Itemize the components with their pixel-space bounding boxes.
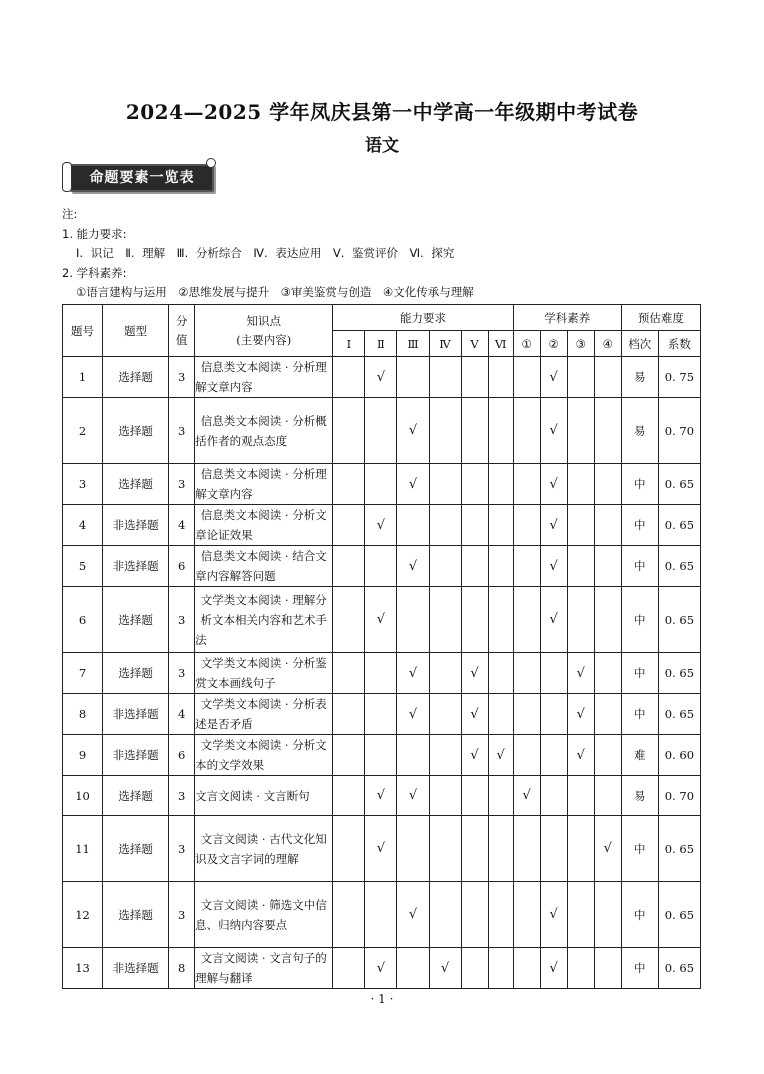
cell-ability-6 — [488, 816, 513, 882]
cell-ability-5: √ — [461, 694, 488, 735]
cell-literacy-1 — [513, 694, 540, 735]
cell-ability-6 — [488, 546, 513, 587]
cell-coef: 0. 75 — [658, 357, 700, 398]
cell-literacy-3 — [567, 776, 594, 816]
cell-ability-4 — [429, 882, 461, 948]
cell-ability-4 — [429, 505, 461, 546]
page-number: · 1 · — [370, 992, 394, 1006]
cell-literacy-4 — [594, 882, 621, 948]
cell-ability-3: √ — [397, 694, 429, 735]
cell-ability-4 — [429, 464, 461, 505]
section-banner — [60, 162, 215, 192]
cell-type: 选择题 — [103, 587, 169, 653]
cell-ability-3 — [397, 735, 429, 776]
cell-literacy-1 — [513, 653, 540, 694]
cell-literacy-3 — [567, 505, 594, 546]
cell-literacy-3 — [567, 464, 594, 505]
cell-level: 中 — [621, 505, 658, 546]
cell-ability-4: √ — [429, 948, 461, 989]
header-score-text: 分值 — [175, 313, 188, 347]
cell-ability-6 — [488, 694, 513, 735]
cell-ability-4 — [429, 735, 461, 776]
table-row — [63, 948, 701, 989]
cell-type: 非选择题 — [103, 505, 169, 546]
cell-type: 非选择题 — [103, 735, 169, 776]
cell-literacy-2 — [540, 816, 567, 882]
cell-ability-2 — [365, 694, 397, 735]
notes-block — [62, 205, 474, 303]
header-num: 题号 — [63, 305, 103, 357]
cell-literacy-1: √ — [513, 776, 540, 816]
table-row — [63, 464, 701, 505]
header-literacy-4: ④ — [594, 331, 621, 357]
cell-literacy-4 — [594, 357, 621, 398]
cell-literacy-2 — [540, 694, 567, 735]
cell-score: 3 — [169, 464, 195, 505]
header-coef: 系数 — [658, 331, 700, 357]
header-knowledge — [195, 305, 333, 357]
header-level: 档次 — [621, 331, 658, 357]
cell-literacy-4 — [594, 948, 621, 989]
cell-literacy-4 — [594, 398, 621, 464]
cell-coef: 0. 65 — [658, 882, 700, 948]
cell-literacy-1 — [513, 587, 540, 653]
cell-score: 4 — [169, 505, 195, 546]
cell-literacy-4 — [594, 505, 621, 546]
cell-ability-5 — [461, 587, 488, 653]
cell-literacy-3 — [567, 357, 594, 398]
cell-literacy-3: √ — [567, 653, 594, 694]
cell-literacy-4 — [594, 546, 621, 587]
cell-ability-6 — [488, 398, 513, 464]
cell-num: 12 — [63, 882, 103, 948]
cell-ability-5: √ — [461, 653, 488, 694]
cell-level: 中 — [621, 653, 658, 694]
cell-type: 选择题 — [103, 816, 169, 882]
cell-literacy-3 — [567, 882, 594, 948]
scroll-curl-icon — [206, 158, 216, 168]
cell-ability-3 — [397, 948, 429, 989]
cell-ability-6 — [488, 357, 513, 398]
cell-type: 选择题 — [103, 776, 169, 816]
cell-ability-4 — [429, 816, 461, 882]
cell-score: 3 — [169, 816, 195, 882]
cell-type: 选择题 — [103, 653, 169, 694]
cell-literacy-1 — [513, 816, 540, 882]
cell-literacy-3: √ — [567, 694, 594, 735]
cell-knowledge: 文言文阅读 · 文言断句 — [195, 776, 333, 816]
notes-ability-heading: 1. 能力要求: — [62, 226, 127, 241]
cell-ability-2: √ — [365, 357, 397, 398]
cell-coef: 0. 65 — [658, 816, 700, 882]
cell-ability-2: √ — [365, 587, 397, 653]
scroll-roll-icon — [62, 162, 72, 192]
cell-score: 3 — [169, 653, 195, 694]
cell-ability-5 — [461, 546, 488, 587]
cell-num: 6 — [63, 587, 103, 653]
header-ability-1: Ⅰ — [333, 331, 365, 357]
table-row — [63, 398, 701, 464]
cell-ability-5: √ — [461, 735, 488, 776]
cell-ability-2 — [365, 398, 397, 464]
cell-type: 选择题 — [103, 398, 169, 464]
cell-num: 2 — [63, 398, 103, 464]
cell-knowledge: 信息类文本阅读 · 分析理解文章内容 — [195, 464, 333, 505]
cell-coef: 0. 65 — [658, 505, 700, 546]
notes-literacy-list: ①语言建构与运用 ②思维发展与提升 ③审美鉴赏与创造 ④文化传承与理解 — [76, 285, 474, 299]
table-row — [63, 776, 701, 816]
cell-literacy-4 — [594, 464, 621, 505]
cell-literacy-2: √ — [540, 398, 567, 464]
cell-ability-2: √ — [365, 816, 397, 882]
cell-level: 中 — [621, 546, 658, 587]
banner-label: 命题要素一览表 — [70, 164, 214, 192]
cell-literacy-2: √ — [540, 882, 567, 948]
cell-ability-3: √ — [397, 776, 429, 816]
cell-knowledge: 文言文阅读 · 古代文化知识及文言字词的理解 — [195, 816, 333, 882]
header-ability-4: Ⅳ — [429, 331, 461, 357]
cell-ability-4 — [429, 776, 461, 816]
cell-literacy-2: √ — [540, 357, 567, 398]
notes-literacy-heading: 2. 学科素养: — [62, 265, 127, 280]
cell-literacy-2: √ — [540, 546, 567, 587]
table-row — [63, 653, 701, 694]
cell-ability-2: √ — [365, 948, 397, 989]
cell-ability-2: √ — [365, 776, 397, 816]
cell-ability-6 — [488, 948, 513, 989]
document-title: 2024—2025 学年凤庆县第一中学高一年级期中考试卷 — [125, 100, 639, 124]
cell-level: 易 — [621, 398, 658, 464]
cell-ability-5 — [461, 948, 488, 989]
cell-type: 选择题 — [103, 882, 169, 948]
table-row — [63, 694, 701, 735]
cell-ability-6: √ — [488, 735, 513, 776]
cell-ability-4 — [429, 398, 461, 464]
cell-level: 中 — [621, 882, 658, 948]
cell-knowledge: 信息类文本阅读 · 分析概括作者的观点态度 — [195, 398, 333, 464]
cell-type: 选择题 — [103, 357, 169, 398]
cell-ability-5 — [461, 464, 488, 505]
cell-literacy-3 — [567, 398, 594, 464]
cell-score: 3 — [169, 776, 195, 816]
header-ability-2: Ⅱ — [365, 331, 397, 357]
cell-knowledge: 信息类文本阅读 · 结合文章内容解答问题 — [195, 546, 333, 587]
cell-ability-6 — [488, 653, 513, 694]
cell-knowledge: 信息类文本阅读 · 分析理解文章内容 — [195, 357, 333, 398]
cell-level: 难 — [621, 735, 658, 776]
cell-coef: 0. 65 — [658, 694, 700, 735]
cell-literacy-4 — [594, 694, 621, 735]
cell-ability-6 — [488, 776, 513, 816]
cell-level: 中 — [621, 948, 658, 989]
cell-ability-2 — [365, 735, 397, 776]
cell-ability-1 — [333, 587, 365, 653]
cell-literacy-2: √ — [540, 464, 567, 505]
cell-ability-1 — [333, 694, 365, 735]
cell-coef: 0. 65 — [658, 546, 700, 587]
cell-literacy-1 — [513, 882, 540, 948]
cell-ability-1 — [333, 653, 365, 694]
cell-ability-5 — [461, 357, 488, 398]
cell-ability-3 — [397, 357, 429, 398]
cell-ability-4 — [429, 587, 461, 653]
cell-ability-5 — [461, 505, 488, 546]
cell-level: 易 — [621, 357, 658, 398]
cell-type: 非选择题 — [103, 546, 169, 587]
cell-ability-1 — [333, 948, 365, 989]
cell-num: 10 — [63, 776, 103, 816]
header-ability-3: Ⅲ — [397, 331, 429, 357]
cell-literacy-4: √ — [594, 816, 621, 882]
cell-knowledge: 文学类文本阅读 · 理解分析文本相关内容和艺术手法 — [195, 587, 333, 653]
header-knowledge-sub: (主要内容) — [236, 332, 292, 347]
cell-ability-3 — [397, 505, 429, 546]
table-row — [63, 357, 701, 398]
cell-ability-3 — [397, 587, 429, 653]
cell-ability-5 — [461, 882, 488, 948]
cell-literacy-1 — [513, 398, 540, 464]
table-row — [63, 735, 701, 776]
cell-ability-2 — [365, 546, 397, 587]
table-row — [63, 546, 701, 587]
cell-ability-5 — [461, 776, 488, 816]
cell-score: 8 — [169, 948, 195, 989]
cell-type: 选择题 — [103, 464, 169, 505]
header-ability-5: Ⅴ — [461, 331, 488, 357]
table-row — [63, 505, 701, 546]
cell-knowledge: 文学类文本阅读 · 分析鉴赏文本画线句子 — [195, 653, 333, 694]
cell-ability-1 — [333, 735, 365, 776]
cell-coef: 0. 60 — [658, 735, 700, 776]
cell-ability-1 — [333, 776, 365, 816]
cell-ability-1 — [333, 882, 365, 948]
header-literacy-3: ③ — [567, 331, 594, 357]
exam-elements-table — [62, 304, 701, 989]
cell-ability-6 — [488, 505, 513, 546]
cell-literacy-3 — [567, 587, 594, 653]
notes-ability-list: Ⅰ. 识记 Ⅱ. 理解 Ⅲ. 分析综合 Ⅳ. 表达应用 Ⅴ. 鉴赏评价 Ⅵ. 探究 — [76, 246, 455, 260]
cell-score: 6 — [169, 546, 195, 587]
header-literacy-1: ① — [513, 331, 540, 357]
cell-literacy-4 — [594, 735, 621, 776]
cell-literacy-3 — [567, 948, 594, 989]
cell-literacy-2: √ — [540, 587, 567, 653]
notes-head: 注: — [62, 207, 78, 221]
cell-ability-6 — [488, 882, 513, 948]
cell-num: 13 — [63, 948, 103, 989]
cell-level: 中 — [621, 816, 658, 882]
cell-knowledge: 文言文阅读 · 筛选文中信息、归纳内容要点 — [195, 882, 333, 948]
cell-knowledge: 文言文阅读 · 文言句子的理解与翻译 — [195, 948, 333, 989]
cell-ability-4 — [429, 546, 461, 587]
cell-literacy-4 — [594, 653, 621, 694]
cell-coef: 0. 65 — [658, 587, 700, 653]
cell-score: 3 — [169, 357, 195, 398]
cell-ability-3: √ — [397, 546, 429, 587]
table-row — [63, 882, 701, 948]
cell-score: 4 — [169, 694, 195, 735]
cell-ability-1 — [333, 398, 365, 464]
cell-score: 3 — [169, 882, 195, 948]
cell-level: 中 — [621, 694, 658, 735]
cell-knowledge: 文学类文本阅读 · 分析文本的文学效果 — [195, 735, 333, 776]
cell-num: 9 — [63, 735, 103, 776]
cell-ability-1 — [333, 546, 365, 587]
cell-num: 8 — [63, 694, 103, 735]
cell-literacy-3 — [567, 816, 594, 882]
cell-ability-4 — [429, 694, 461, 735]
header-literacy-2: ② — [540, 331, 567, 357]
header-ability: 能力要求 — [333, 305, 513, 331]
cell-score: 3 — [169, 398, 195, 464]
cell-coef: 0. 70 — [658, 398, 700, 464]
cell-level: 易 — [621, 776, 658, 816]
cell-score: 6 — [169, 735, 195, 776]
table-row — [63, 587, 701, 653]
cell-literacy-1 — [513, 948, 540, 989]
cell-ability-3: √ — [397, 464, 429, 505]
header-knowledge-main: 知识点 — [246, 313, 282, 328]
cell-literacy-1 — [513, 464, 540, 505]
cell-level: 中 — [621, 464, 658, 505]
cell-score: 3 — [169, 587, 195, 653]
cell-type: 非选择题 — [103, 948, 169, 989]
cell-ability-4 — [429, 357, 461, 398]
cell-ability-2: √ — [365, 505, 397, 546]
cell-ability-1 — [333, 816, 365, 882]
cell-knowledge: 文学类文本阅读 · 分析表述是否矛盾 — [195, 694, 333, 735]
cell-num: 5 — [63, 546, 103, 587]
header-literacy: 学科素养 — [513, 305, 621, 331]
cell-literacy-2 — [540, 776, 567, 816]
cell-num: 1 — [63, 357, 103, 398]
cell-literacy-4 — [594, 587, 621, 653]
cell-ability-1 — [333, 505, 365, 546]
cell-num: 11 — [63, 816, 103, 882]
cell-literacy-3: √ — [567, 735, 594, 776]
cell-num: 4 — [63, 505, 103, 546]
cell-literacy-3 — [567, 546, 594, 587]
cell-type: 非选择题 — [103, 694, 169, 735]
cell-num: 7 — [63, 653, 103, 694]
cell-ability-6 — [488, 464, 513, 505]
cell-ability-1 — [333, 357, 365, 398]
header-difficulty: 预估难度 — [621, 305, 700, 331]
cell-literacy-4 — [594, 776, 621, 816]
cell-ability-3: √ — [397, 882, 429, 948]
cell-coef: 0. 65 — [658, 948, 700, 989]
cell-ability-3: √ — [397, 653, 429, 694]
cell-ability-6 — [488, 587, 513, 653]
cell-ability-3 — [397, 816, 429, 882]
cell-coef: 0. 70 — [658, 776, 700, 816]
header-ability-6: Ⅵ — [488, 331, 513, 357]
cell-coef: 0. 65 — [658, 653, 700, 694]
cell-ability-2 — [365, 653, 397, 694]
table-body — [63, 357, 701, 989]
cell-ability-1 — [333, 464, 365, 505]
cell-ability-5 — [461, 816, 488, 882]
subject-title: 语文 — [365, 136, 399, 156]
cell-num: 3 — [63, 464, 103, 505]
table-row — [63, 816, 701, 882]
cell-level: 中 — [621, 587, 658, 653]
cell-literacy-1 — [513, 735, 540, 776]
cell-ability-2 — [365, 882, 397, 948]
cell-literacy-1 — [513, 546, 540, 587]
cell-literacy-2 — [540, 735, 567, 776]
cell-literacy-2: √ — [540, 505, 567, 546]
cell-literacy-2 — [540, 653, 567, 694]
cell-ability-3: √ — [397, 398, 429, 464]
header-score — [169, 305, 195, 357]
cell-ability-2 — [365, 464, 397, 505]
cell-literacy-1 — [513, 505, 540, 546]
cell-knowledge: 信息类文本阅读 · 分析文章论证效果 — [195, 505, 333, 546]
cell-literacy-1 — [513, 357, 540, 398]
header-type: 题型 — [103, 305, 169, 357]
cell-ability-5 — [461, 398, 488, 464]
cell-ability-4 — [429, 653, 461, 694]
cell-coef: 0. 65 — [658, 464, 700, 505]
cell-literacy-2: √ — [540, 948, 567, 989]
